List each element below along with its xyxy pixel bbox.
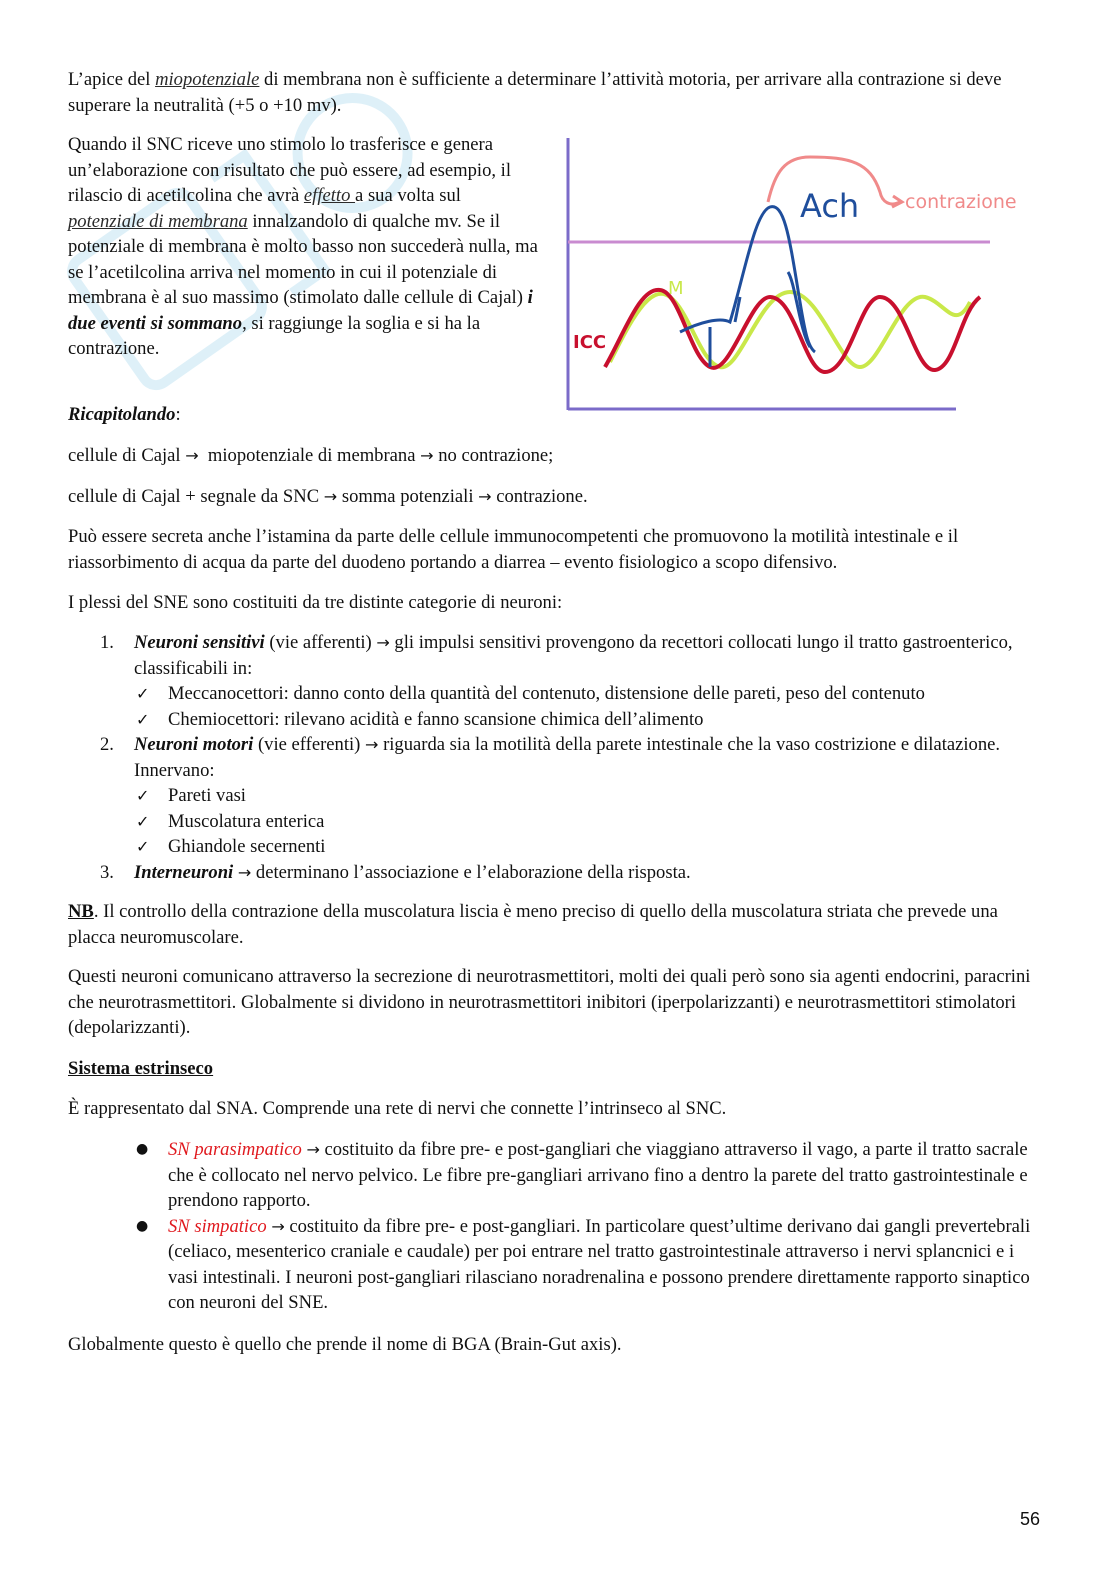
- section-title: Sistema estrinseco: [68, 1058, 214, 1079]
- list-item-title: Neuroni sensitivi: [134, 632, 265, 653]
- snc-paragraph: [68, 132, 538, 362]
- text: a sua volta sul: [355, 185, 461, 206]
- text: Chemiocettori: rilevano acidità e fanno scansione chimica dell’alimento: [168, 708, 704, 730]
- check-icon: ✓: [136, 786, 150, 805]
- recap-section: [68, 402, 1048, 428]
- text: Pareti vasi: [168, 785, 246, 806]
- list-item-title: SN parasimpatico: [168, 1139, 302, 1160]
- potenziale-link[interactable]: potenziale di membrana: [68, 210, 248, 232]
- arrow-icon: →: [323, 487, 338, 506]
- text: . Il controllo della contrazione della muscolatura liscia è meno preciso di quello della muscolatura striata che prevede una placca neuromuscolare.: [68, 901, 998, 948]
- text: (vie efferenti): [253, 734, 366, 755]
- m-wave: [610, 292, 970, 367]
- intro-paragraph: [68, 67, 1048, 118]
- check-icon: ✓: [136, 837, 150, 856]
- list-item-title: SN simpatico: [168, 1215, 267, 1237]
- list-item: [68, 1214, 1048, 1316]
- arrow-icon: →: [478, 487, 492, 506]
- text: miopotenziale di membrana: [207, 445, 416, 466]
- arrow-icon: →: [376, 633, 390, 652]
- text: somma potenziali: [341, 486, 474, 507]
- text: Ghiandole secernenti: [168, 836, 326, 857]
- check-icon: ✓: [136, 811, 150, 831]
- arrow-head: [892, 196, 902, 207]
- page-number: 56: [1019, 1509, 1040, 1529]
- emphasis-text: i due eventi si sommano: [68, 287, 533, 334]
- text: È rappresentato dal SNA. Comprende una rete di nervi che connette l’intrinseco al SNC.: [68, 1098, 727, 1119]
- check-icon: ✓: [136, 684, 150, 703]
- nervous-system-list: [68, 1137, 1048, 1316]
- list-item: [68, 860, 1048, 886]
- sub-list-item: [68, 681, 1048, 707]
- plessi-paragraph: [68, 590, 1048, 616]
- ach-label: Ach: [800, 187, 860, 225]
- text: cellule di Cajal: [68, 445, 181, 466]
- text: L’apice del: [68, 69, 156, 90]
- text: determinano l’associazione e l’elaborazione della risposta.: [251, 861, 691, 883]
- text: (vie afferenti): [264, 632, 377, 653]
- bullet-icon: ●: [136, 1141, 149, 1157]
- nb-label: NB: [68, 901, 94, 922]
- icc-wave: [605, 290, 980, 372]
- bga-paragraph: [68, 1332, 1048, 1358]
- text: I plessi del SNE sono costituiti da tre distinte categorie di neuroni:: [68, 592, 563, 613]
- list-number: 3.: [100, 861, 114, 883]
- check-icon: ✓: [136, 709, 150, 729]
- list-number: 2.: [100, 734, 114, 755]
- effetto-link[interactable]: effetto: [303, 185, 356, 206]
- text: no contrazione;: [438, 445, 554, 466]
- text: Può essere secreta anche l’istamina da parte delle cellule immunocompetenti che promuovono la motilità intestinale e il riassorbimento di acqua da parte del duodeno portando a diarrea – evento fisiologico a scopo difensivo.: [68, 526, 959, 573]
- miopotenziale-link[interactable]: miopotenziale: [155, 69, 260, 90]
- text: :: [175, 404, 181, 425]
- text: Quando il SNC riceve uno stimolo lo trasferisce e genera un’elaborazione con risultato che può essere, ad esempio, il rilascio di acetilcolina che avrà: [68, 134, 511, 206]
- list-item-title: Neuroni motori: [134, 734, 254, 755]
- text: cellule di Cajal + segnale da SNC: [68, 486, 320, 507]
- text: costituito da fibre pre- e post-gangliari che viaggiano attraverso il vago, a parte il tratto sacrale che è collocato nel nervo pelvico. Le fibre pre-gangliari arrivano fino a dentro la parete del tratto gastrointestinale e prendono rapporto.: [168, 1139, 1028, 1211]
- text: costituito da fibre pre- e post-gangliari. In particolare quest’ultime derivano dai gangli prevertebrali (celiaco, mesenterico craniale e caudale) per poi entrare nel tratto gastrointestinale attraverso i nervi splancnici e i vasi intestinali. I neuroni post-gangliari rilasciano noradrenalina e possono prendere direttamente rapporto sinaptico con neuroni del SNE.: [168, 1215, 1031, 1313]
- bullet-icon: ●: [136, 1217, 149, 1234]
- text: riguarda sia la motilità della parete intestinale che la vaso costrizione e dilatazione. Innervano:: [134, 734, 1001, 781]
- sna-paragraph: [68, 1096, 1048, 1122]
- text: Globalmente questo è quello che prende il nome di BGA (Brain-Gut axis).: [68, 1334, 622, 1355]
- text: Questi neuroni comunicano attraverso la secrezione di neurotrasmettitori, molti dei quali però sono sia agenti endocrini, paracrini che neurotrasmettitori. Globalmente si dividono in neurotrasmettitori inibitori (iperpolarizzanti) e neurotrasmettitori stimolatori (depolarizzanti).: [68, 966, 1031, 1038]
- text: , si raggiunge la soglia e si ha la contrazione.: [68, 312, 481, 359]
- arrow-icon: →: [185, 446, 199, 465]
- list-item: [68, 1137, 1048, 1214]
- text: gli impulsi sensitivi provengono da recettori collocati lungo il tratto gastroenterico, classificabili in:: [134, 632, 1013, 679]
- text: contrazione.: [496, 486, 588, 507]
- arrow-icon: →: [271, 1216, 285, 1236]
- arrow-icon: →: [420, 446, 434, 465]
- text: Meccanocettori: danno conto della quantità del contenuto, distensione delle pareti, peso del contenuto: [168, 683, 925, 704]
- neurotrasmettitori-paragraph: [68, 964, 1048, 1041]
- arrow-icon: →: [365, 735, 379, 754]
- recap-line-2: [68, 484, 1048, 510]
- sub-list-item: [68, 783, 1048, 809]
- recap-line-1: [68, 443, 1048, 469]
- list-item-title: Interneuroni: [134, 861, 234, 883]
- ach-wave: [680, 207, 815, 352]
- list-number: 1.: [100, 632, 114, 653]
- sub-list-item: [68, 707, 1048, 733]
- text: di membrana non è sufficiente a determinare l’attività motoria, per arrivare alla contrazione si deve superare la neutralità (+5 o +10 mv).: [68, 69, 1002, 116]
- text: Muscolatura enterica: [168, 810, 325, 832]
- list-item: [68, 630, 1048, 681]
- nb-paragraph: [68, 899, 1048, 950]
- neurons-list: [68, 630, 1048, 885]
- membrane-potential-figure: [560, 132, 1030, 417]
- m-label: M: [668, 278, 684, 299]
- section-heading: [68, 1056, 1048, 1082]
- arrow-icon: →: [237, 862, 252, 882]
- contraction-label: contrazione: [905, 191, 1017, 213]
- recap-title: Ricapitolando: [68, 404, 176, 425]
- icc-label: ICC: [573, 332, 607, 353]
- text: innalzandolo di qualche mv. Se il potenziale di membrana è molto basso non succederà nulla, ma se l’acetilcolina arriva nel momento in cui il potenziale di membrana è al suo massimo (stimolato dalle cellule di Cajal): [68, 210, 538, 308]
- list-item: [68, 732, 1048, 783]
- arrow-icon: →: [306, 1140, 320, 1159]
- istamina-paragraph: [68, 524, 1048, 575]
- sub-list-item: [68, 809, 1048, 835]
- sub-list-item: [68, 834, 1048, 860]
